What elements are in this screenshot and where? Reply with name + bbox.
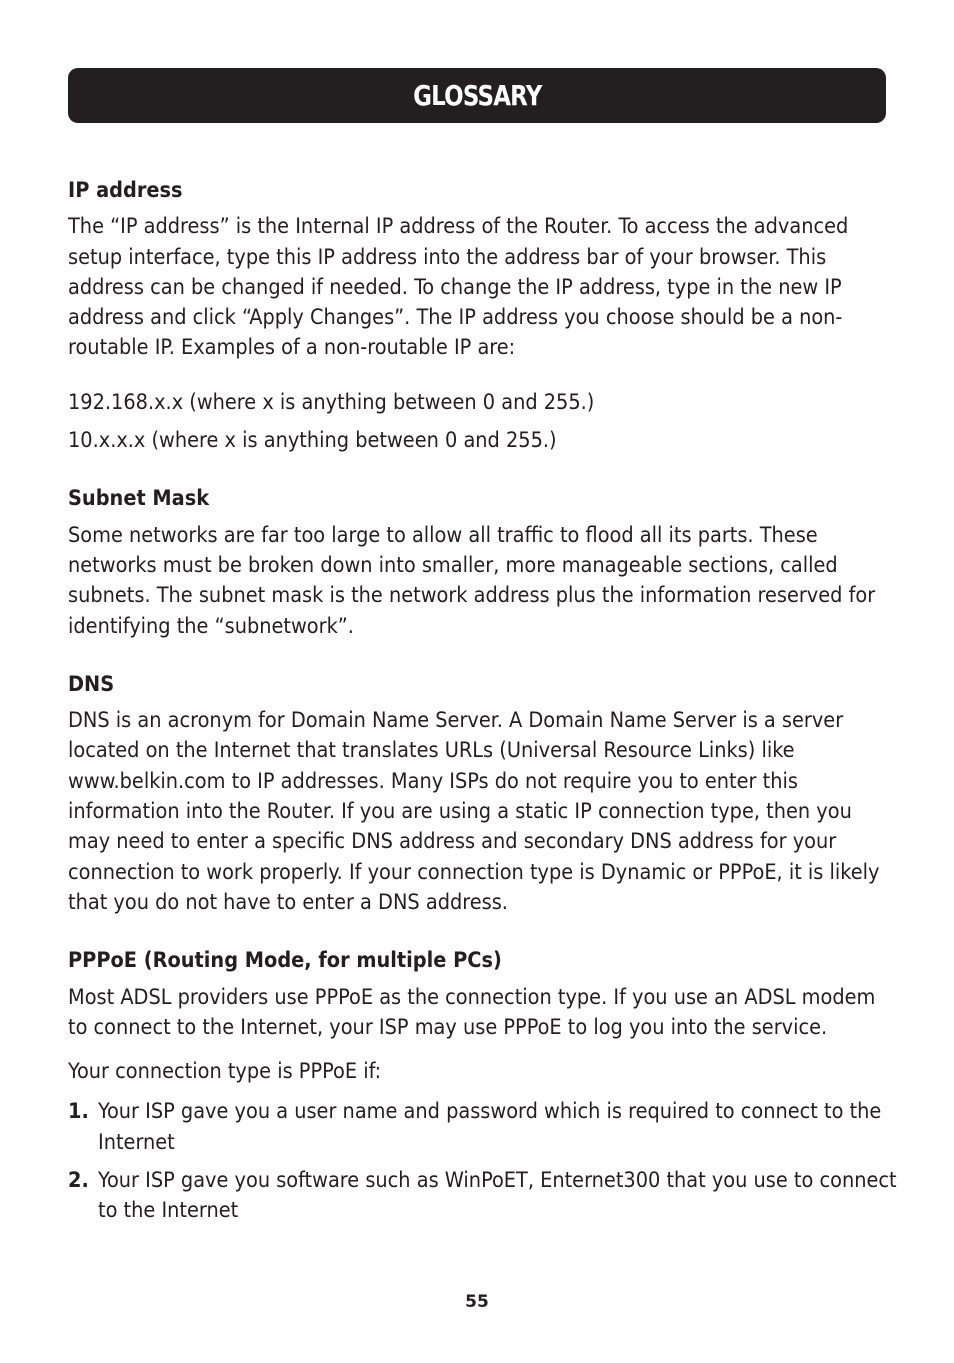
section-heading: IP address <box>68 178 183 203</box>
section-heading: DNS <box>68 671 115 697</box>
glossary-content <box>68 176 898 1255</box>
list-item <box>68 1166 898 1227</box>
list-text: Your ISP gave you software such as WinPoET, Enternet300 that you use to connect to the Internet <box>98 1168 897 1224</box>
section-body: DNS is an acronym for Domain Name Server. A Domain Name Server is a server located on the Internet that translates URLs (Universal Resource Links) like www.belkin.com to IP addresses. Many ISPs do not require you to enter this information into the Router. If you are using a static IP connection type, then you may need to enter a specific DNS address and secondary DNS address for your connection to work properly. If your connection type is Dynamic or PPPoE, it is likely that you do not have to enter a DNS address. <box>68 708 880 915</box>
list-intro: Your connection type is PPPoE if: <box>68 1059 382 1085</box>
page-number: 55 <box>465 1292 489 1312</box>
list-item <box>68 1097 898 1158</box>
section-heading: PPPoE (Routing Mode, for multiple PCs) <box>68 948 502 974</box>
ip-example: 192.168.x.x (where x is anything between 0 and 255.) <box>68 389 595 415</box>
list-number: 2. <box>68 1168 89 1194</box>
section-pppoe <box>68 946 898 1226</box>
list-text: Your ISP gave you a user name and password which is required to connect to the Internet <box>98 1099 882 1155</box>
section-heading: Subnet Mask <box>68 486 210 512</box>
glossary-header-bar <box>68 68 886 123</box>
section-body: Most ADSL providers use PPPoE as the connection type. If you use an ADSL modem to connect to the Internet, your ISP may use PPPoE to log you into the service. <box>68 984 876 1040</box>
section-body: Some networks are far too large to allow all traffic to flood all its parts. These networks must be broken down into smaller, more manageable sections, called subnets. The subnet mask is the network address plus the information reserved for identifying the “subnetwork”. <box>68 522 876 639</box>
section-body: The “IP address” is the Internal IP address of the Router. To access the advanced setup interface, type this IP address into the address bar of your browser. This address can be changed if needed. To change the IP address, type in the new IP address and click “Apply Changes”. The IP address you choose should be a non-routable IP. Examples of a non-routable IP are: <box>68 214 849 361</box>
list-number: 1. <box>68 1099 89 1125</box>
section-ip-address <box>68 176 898 456</box>
page-title: GLOSSARY <box>412 79 542 112</box>
section-dns <box>68 670 898 918</box>
ip-example: 10.x.x.x (where x is anything between 0 and 255.) <box>68 428 557 454</box>
section-subnet-mask <box>68 484 898 641</box>
